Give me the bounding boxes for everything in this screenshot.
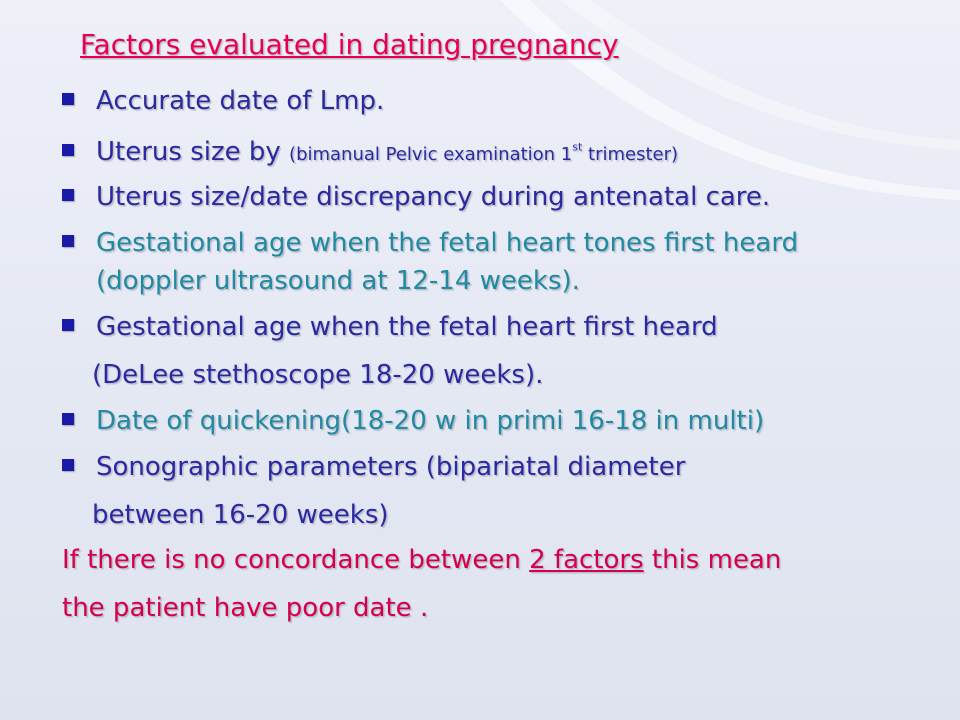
bullet-item-6: Date of quickening(18-20 w in primi 16-18 in multi) bbox=[62, 406, 764, 436]
square-bullet-icon bbox=[62, 144, 74, 156]
bullet-item-5: Gestational age when the fetal heart first heard bbox=[62, 312, 718, 342]
conclusion-line-1: If there is no concordance between 2 factors this mean bbox=[62, 545, 782, 575]
bullet-item-3: Uterus size/date discrepancy during antenatal care. bbox=[62, 182, 770, 212]
bullet-item-2: Uterus size by (bimanual Pelvic examination 1st trimester) bbox=[62, 137, 678, 167]
square-bullet-icon bbox=[62, 319, 74, 331]
slide-title: Factors evaluated in dating pregnancy bbox=[80, 28, 619, 61]
underlined-phrase: 2 factors bbox=[529, 545, 644, 575]
square-bullet-icon bbox=[62, 235, 74, 247]
square-bullet-icon bbox=[62, 413, 74, 425]
bullet-item-5-continuation: (DeLee stethoscope 18-20 weeks). bbox=[92, 360, 544, 390]
bullet-item-7-continuation: between 16-20 weeks) bbox=[92, 500, 389, 530]
conclusion-line-2: the patient have poor date . bbox=[62, 593, 429, 623]
bullet-item-4-continuation: (doppler ultrasound at 12-14 weeks). bbox=[96, 266, 580, 296]
bullet-item-1: Accurate date of Lmp. bbox=[62, 86, 384, 116]
square-bullet-icon bbox=[62, 189, 74, 201]
bullet-item-7: Sonographic parameters (bipariatal diameter bbox=[62, 452, 685, 482]
bullet-item-4: Gestational age when the fetal heart tones first heard bbox=[62, 228, 798, 258]
square-bullet-icon bbox=[62, 93, 74, 105]
square-bullet-icon bbox=[62, 459, 74, 471]
